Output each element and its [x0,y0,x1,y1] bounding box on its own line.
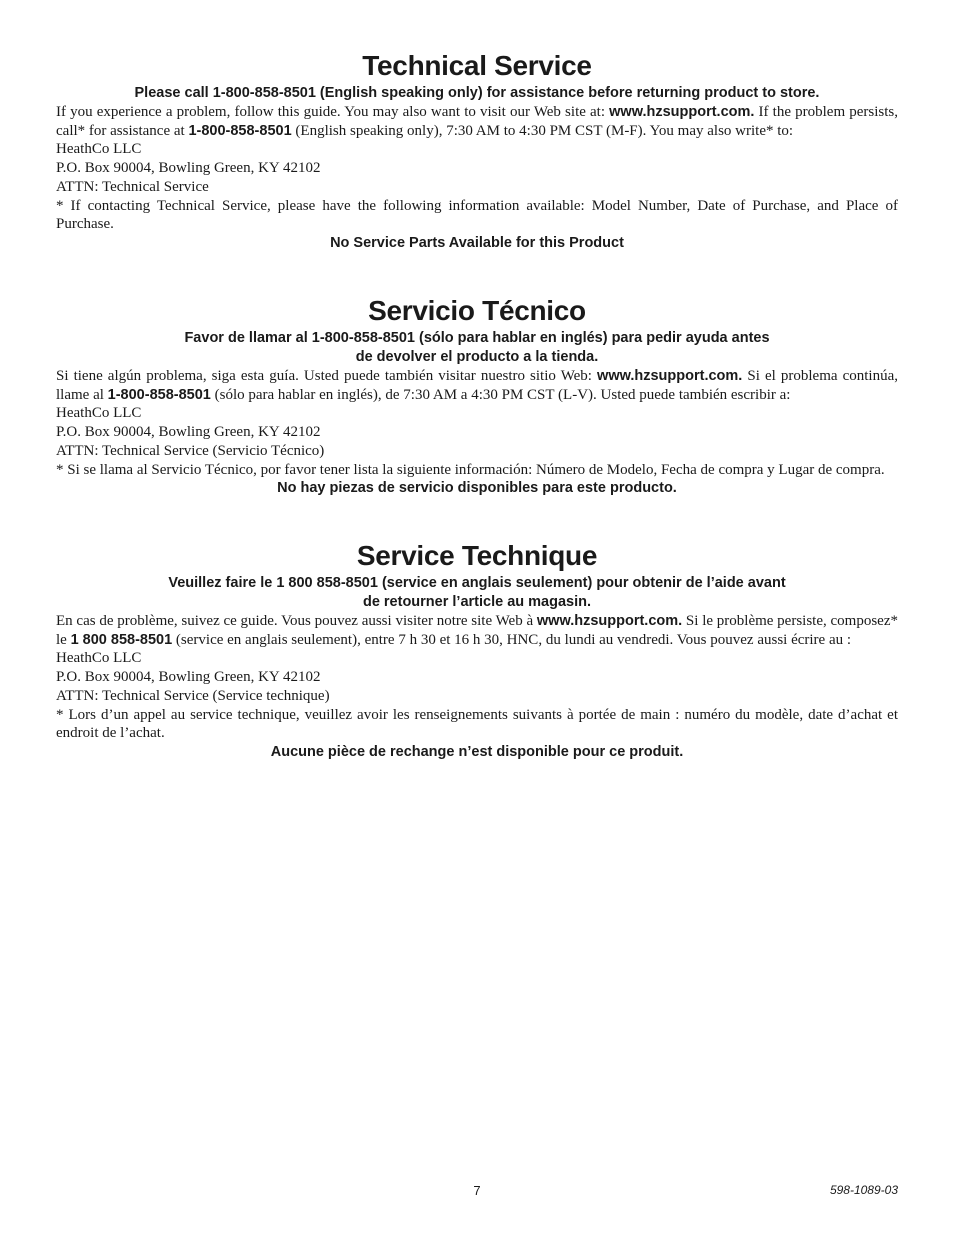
address-line-attn: ATTN: Technical Service [56,178,209,195]
footnote: * If contacting Technical Service, please have the following information available: Model Number, Date of Purchase, and Place of Purchase. [56,197,898,233]
footnote: * Lors d’un appel au service technique, veuillez avoir les renseignements suivants à portée de main : numéro du modèle, date d’achat et endroit de l’achat. [56,706,898,742]
section-body [56,367,898,479]
call-instruction: Please call 1-800-858-8501 (English speaking only) for assistance before returning product to store. [134,85,820,101]
address-line-box: P.O. Box 90004, Bowling Green, KY 42102 [56,669,321,686]
section-title: Technical Service [362,50,592,81]
call-instruction-line-1: Veuillez faire le 1 800 858-8501 (service en anglais seulement) pour obtenir de l’aide avant [168,575,786,591]
website-link[interactable]: www.hzsupport.com. [609,104,755,120]
phone-number: 1-800-858-8501 [107,386,211,403]
intro-text-c: (sólo para hablar en inglés), de 7:30 AM a 4:30 PM CST (L-V). Usted puede también escribir a: [210,386,791,403]
call-instruction [56,574,898,612]
section-title: Servicio Técnico [368,295,586,326]
phone-number: 1-800-858-8501 [188,122,292,139]
intro-paragraph [56,367,898,404]
service-parts-note: Aucune pièce de rechange n’est disponible pour ce produit. [270,743,684,760]
call-instruction-line-1: Favor de llamar al 1-800-858-8501 (sólo para hablar en inglés) para pedir ayuda antes [184,330,770,346]
address-line-company: HeathCo LLC [56,141,142,158]
service-parts-note: No hay piezas de servicio disponibles para este producto. [277,480,677,497]
address-line-box: P.O. Box 90004, Bowling Green, KY 42102 [56,424,321,441]
footnote: * Si se llama al Servicio Técnico, por favor tener lista la siguiente información: Número de Modelo, Fecha de compra y Lugar de compra. [56,461,885,478]
intro-text-b: Si le problème persiste, composez* le [56,613,898,648]
intro-text-c: (service en anglais seulement), entre 7 h 30 et 16 h 30, HNC, du lundi au vendredi. Vous pouvez aussi écrire au : [172,631,852,648]
intro-paragraph [56,612,898,649]
intro-text-c: (English speaking only), 7:30 AM to 4:30 PM CST (M-F). You may also write* to: [291,122,794,139]
call-instruction-line-2: de devolver el producto a la tienda. [355,349,599,365]
address-line-attn: ATTN: Technical Service (Servicio Técnico) [56,442,325,459]
section-body [56,612,898,743]
website-link[interactable]: www.hzsupport.com. [536,613,683,629]
section-body [56,103,898,234]
servicio-tecnico-section [56,293,898,498]
phone-number: 1 800 858-8501 [70,631,173,648]
address-line-box: P.O. Box 90004, Bowling Green, KY 42102 [56,160,321,177]
service-parts-note: No Service Parts Available for this Product [330,234,624,251]
address-line-attn: ATTN: Technical Service (Service technique) [56,687,330,704]
call-instruction [56,329,898,367]
intro-text-a: Si tiene algún problema, siga esta guía. Usted puede también visitar nuestro sitio Web: [56,368,598,384]
intro-text-b: If the problem persists, call* for assistance at [56,104,898,139]
website-link[interactable]: www.hzsupport.com. [597,368,743,384]
intro-text-a: If you experience a problem, follow this guide. You may also want to visit our Web site at: [56,104,610,120]
section-title: Service Technique [356,540,598,571]
intro-text-a: En cas de problème, suivez ce guide. Vous pouvez aussi visiter notre site Web à [56,613,537,629]
call-instruction-line-2: de retourner l’article au magasin. [362,594,592,610]
service-technique-section [56,538,898,762]
address-line-company: HeathCo LLC [56,650,142,667]
intro-paragraph [56,103,898,140]
technical-service-section [56,48,898,253]
page-number: 7 [473,1183,481,1198]
document-code: 598-1089-03 [829,1183,898,1197]
address-line-company: HeathCo LLC [56,405,142,422]
intro-text-b: Si el problema continúa, llame al [56,368,898,403]
